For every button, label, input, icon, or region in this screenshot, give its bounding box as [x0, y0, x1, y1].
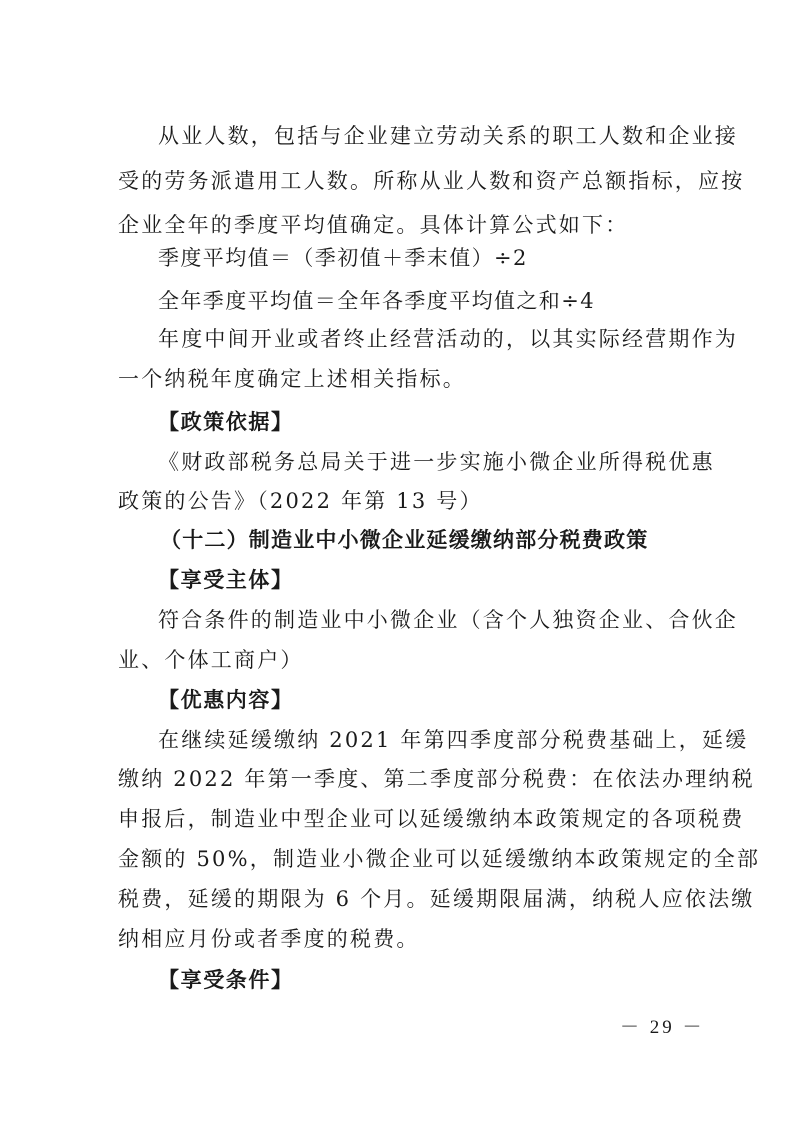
body-line: 申报后，制造业中型企业可以延缓缴纳本政策规定的各项税费 — [118, 807, 745, 831]
body-line: 金额的 50%，制造业小微企业可以延缓缴纳本政策规定的全部 — [118, 847, 761, 871]
body-line: 符合条件的制造业中小微企业（含个人独资企业、合伙企 — [158, 608, 738, 632]
policy-title: （十二）制造业中小微企业延缓缴纳部分税费政策 — [160, 528, 649, 552]
section-heading: 【政策依据】 — [158, 410, 294, 434]
body-line: 从业人数，包括与企业建立劳动关系的职工人数和企业接 — [158, 124, 738, 148]
body-line: 税费，延缓的期限为 6 个月。延缓期限届满，纳税人应依法缴 — [118, 887, 755, 911]
body-line: 政策的公告》（2022 年第 13 号） — [118, 489, 483, 513]
body-line: 业、个体工商户） — [118, 648, 304, 672]
body-line: 《财政部税务总局关于进一步实施小微企业所得税优惠 — [158, 450, 715, 474]
body-line: 在继续延缓缴纳 2021 年第四季度部分税费基础上，延缓 — [158, 728, 749, 752]
section-heading: 【享受条件】 — [158, 968, 294, 992]
body-line: 纳相应月份或者季度的税费。 — [118, 927, 420, 951]
body-line: 受的劳务派遣用工人数。所称从业人数和资产总额指标，应按 — [118, 169, 745, 193]
body-line: 年度中间开业或者终止经营活动的，以其实际经营期作为 — [158, 327, 738, 351]
formula-line: 季度平均值＝（季初值＋季末值）÷2 — [158, 246, 528, 270]
section-heading: 【享受主体】 — [158, 568, 294, 592]
formula-line: 全年季度平均值＝全年各季度平均值之和÷4 — [158, 289, 595, 313]
body-line: 一个纳税年度确定上述相关指标。 — [118, 367, 466, 391]
body-line: 缴纳 2022 年第一季度、第二季度部分税费：在依法办理纳税 — [118, 767, 755, 791]
page-number: － 29 － — [620, 1017, 705, 1038]
body-line: 企业全年的季度平均值确定。具体计算公式如下： — [118, 213, 629, 237]
section-heading: 【优惠内容】 — [158, 688, 294, 712]
